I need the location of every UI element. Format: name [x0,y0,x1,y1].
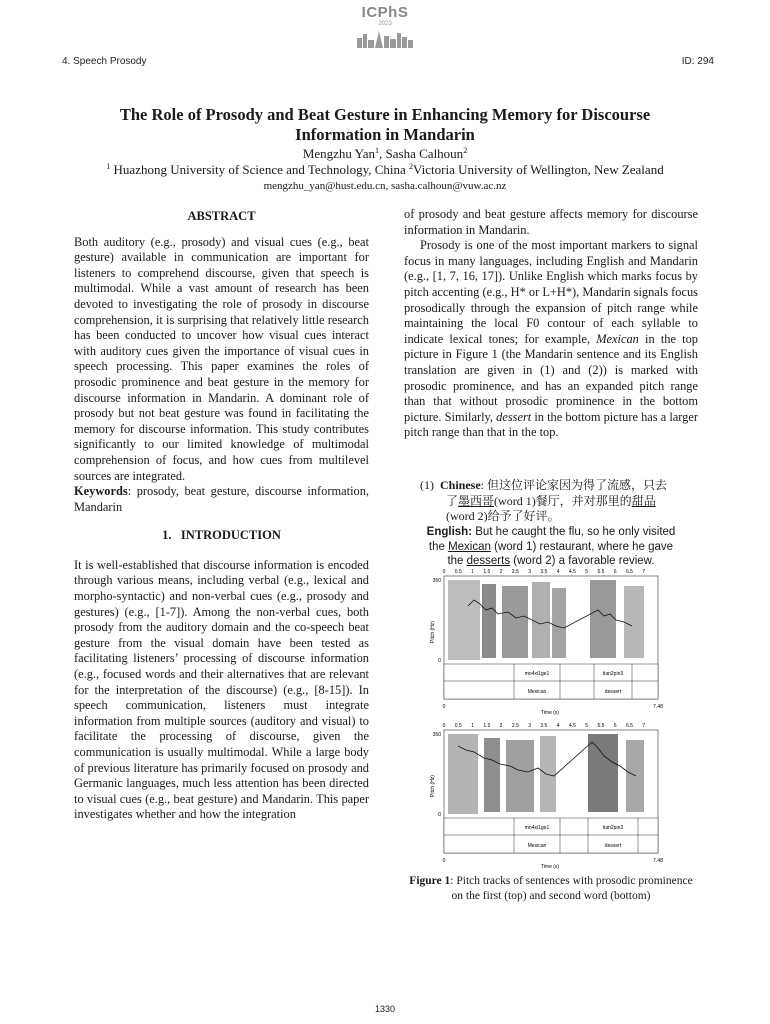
right-column [404,207,698,441]
author-2: Sasha Calhoun [385,146,464,161]
y-axis-label: Pitch (Hz) [430,621,436,643]
x-tick-label: 1.5 [483,569,491,575]
abstract-heading: ABSTRACT [187,209,256,223]
x-start-label: 0 [442,704,446,710]
left-column [74,209,369,823]
intro-paragraph: It is well-established that discourse information is encoded through various means, including verbal (e.g., lexical and morpho-syntactic) and non-verbal cues (e.g., prosody and gestures) (e.g., [1-7]). Among the non-verbal cues, both prosody from the auditory domain and the co-speech beat gesture from the visual domain have been tested as facilitating listeners’ processing of discourse information (e.g., focused words and their alternatives that are relevant for the interpretation of the discourse) (e.g., [8-15]). In speech communication, listeners must integrate information from multiple sources (auditory and visual) to facilitate the processing of discourse, given the communication is usually multimodal. While a large body of previous literature has primarily focused on prosody and Germanic languages, much less attention has been directed to visual cues (e.g., beat gesture) and Mandarin. This paper investigates whether and how the integration [74,557,369,822]
x-tick-label: 1 [471,569,474,575]
x-end-label: 7.48 [653,704,663,710]
x-tick-label: 4.5 [568,569,576,575]
x-tick-label: 4.5 [568,723,576,729]
x-tick-label: 6.5 [625,723,633,729]
title-line-1: The Role of Prosody and Beat Gesture in Enhancing Memory for Discourse [119,105,651,124]
example-english: English: But he caught the flu, so he only visited the Mexican (word 1) restaurant, where he gave the desserts (word 2) a favorable review. [426,526,676,567]
author-1: Mengzhu Yan [302,146,376,161]
x-tick-label: 0.5 [454,569,462,575]
x-tick-label: 2.5 [511,723,519,729]
figure-top-panel [428,566,668,721]
x-tick-label: 5 [585,723,589,729]
x-tick-labels [443,723,646,729]
x-tick-label: 6.5 [625,569,633,575]
tier1-word1: mo4xi1ge1 [524,825,550,831]
x-tick-label: 3 [528,723,531,729]
example-chinese: (1) Chinese: 但这位评论家因为得了流感，只去 了墨西哥(word 1)餐厅，并对那里的甜品 (word 2)给予了好评。 [420,478,668,524]
y-max-label: 350 [432,578,441,584]
x-tick-label: 3.5 [540,569,548,575]
x-tick-label: 4 [556,723,560,729]
spectrogram [448,580,644,660]
conference-logo [350,5,420,49]
x-tick-label: 0 [442,723,446,729]
x-tick-label: 7 [642,569,646,575]
tier1-word1: mo4xi1ge1 [524,671,550,677]
x-end-label: 7.48 [653,858,663,864]
x-tick-label: 5 [585,569,589,575]
author-line: Mengzhu Yan$^1$, Sasha Calhoun$^2$ [302,146,468,161]
tier2-word1: Mexican [527,689,547,695]
page-number: 1330 [374,1004,396,1014]
y-axis-label: Pitch (Hz) [430,775,436,797]
y-max-label: 350 [432,732,441,738]
abstract-text: Both auditory (e.g., prosody) and visual cues (e.g., beat gesture) available in communication are important for listeners to comprehend discourse, given that speech is multimodal. While a vast amount of research has been devoted to investigating the role of prosody in discourse comprehension, it is surprising that relatively little research has been conducted to uncover how visual cues interact with auditory cues given the importance of visual cues in speech processing. This paper examines the roles of prosodic prominence and beat gesture in the memory for discourse information in Mandarin. A dominant role of prosody but not beat gesture was found in facilitating the memory for discourse information. This study contributes significantly to our limited knowledge of multimodal comprehension of focus, and how cues from multilevel sources are integrated. [74,234,369,483]
figure-caption: Figure 1: Pitch tracks of sentences with prosodic prominence on the first (top) and second word (bottom) [409,875,693,902]
y-min-label: 0 [438,658,441,664]
x-tick-label: 3.5 [540,723,548,729]
x-tick-label: 6 [613,723,617,729]
x-tick-label: 6 [613,569,617,575]
x-tick-label: 4 [556,569,560,575]
track-label: 4. Speech Prosody [62,56,147,67]
paper-id: ID: 294 [681,56,714,67]
x-tick-labels [443,569,646,575]
x-start-label: 0 [442,858,446,864]
right-paragraph-1: Prosody is one of the most important markers to signal focus in many languages, including English and Mandarin (e.g., [1, 7, 16, 17]). Unlike English which marks focus by pitch accenting (e.g., H* or L+H*), Mandarin signals focus prosodically through the expansion of pitch range while maintaining the local F0 contour of each syllable to indicate lexical tones; for example, Mexican in the top picture in Figure 1 (the Mandarin sentence and its English translation are given in (1) and (2)) is marked with prosodic prominence, and has an expanded pitch range than that without prosodic prominence in the bottom picture. Similarly, dessert in the bottom picture has a larger pitch range than that in the top. [404,238,698,440]
tier1-word2: tian2pin3 [602,671,624,677]
paper-title [60,105,710,145]
x-tick-label: 2 [499,569,503,575]
tier2-word2: dessert [604,689,622,695]
affiliations: $^1$ Huazhong University of Science and Technology, China $^2$Victoria University of Wellington, New Zealand [106,162,664,177]
x-tick-label: 0.5 [454,723,462,729]
author-emails: mengzhu_yan@hust.edu.cn, sasha.calhoun@vuw.ac.nz [263,180,507,192]
x-tick-label: 0 [442,569,446,575]
x-tick-label: 1.5 [483,723,491,729]
x-tick-label: 3 [528,569,531,575]
right-paragraph-0: of prosody and beat gesture affects memory for discourse information in Mandarin. [404,207,698,237]
x-axis-label: Time (s) [540,864,560,870]
x-tick-label: 2 [499,723,503,729]
skyline-icon [355,28,415,48]
title-line-2: Information in Mandarin [295,125,475,144]
x-tick-label: 2.5 [511,569,519,575]
logo-year: 2023 [378,21,392,27]
x-tick-label: 5.5 [597,569,605,575]
x-tick-label: 7 [642,723,646,729]
tier1-word2: tian2pin3 [602,825,624,831]
tier2-word2: dessert [604,843,622,849]
keywords: Keywords: prosody, beat gesture, discourse information, Mandarin [74,484,369,514]
logo-text: ICPhS [361,4,409,21]
y-min-label: 0 [438,812,441,818]
tier2-word1: Mexican [527,843,547,849]
figure-bottom-panel [428,720,668,875]
x-tick-label: 5.5 [597,723,605,729]
x-tick-label: 1 [471,723,474,729]
x-axis-label: Time (s) [540,710,560,716]
introduction-heading: 1. INTRODUCTION [162,528,281,543]
